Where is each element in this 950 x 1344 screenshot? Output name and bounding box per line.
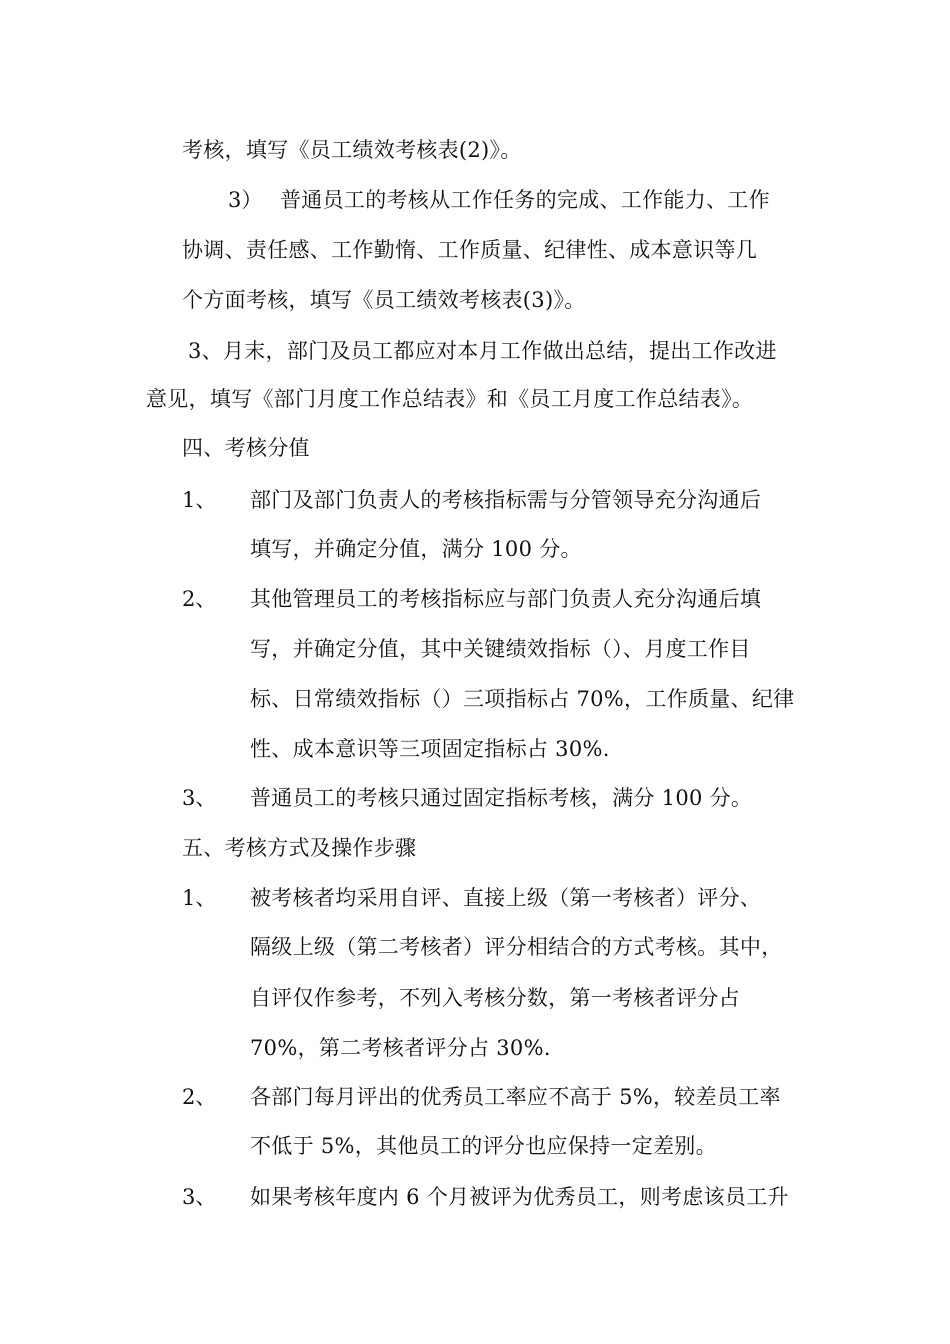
text-line: 如果考核年度内 6 个月被评为优秀员工，则考虑该员工升 xyxy=(250,1185,789,1209)
item-number: 3、 xyxy=(182,1185,217,1209)
text-line: 3、月末，部门及员工都应对本月工作做出总结，提出工作改进 xyxy=(188,339,777,363)
text-line: 写，并确定分值，其中关键绩效指标（）、月度工作目 xyxy=(250,637,751,661)
item-number: 3） xyxy=(228,188,263,212)
text-line: 70%，第二考核者评分占 30%. xyxy=(250,1036,551,1060)
text-line: 标、日常绩效指标（）三项指标占 70%，工作质量、纪律 xyxy=(250,687,795,711)
text-line: 考核，填写《员工绩效考核表(2)》。 xyxy=(182,138,522,162)
text-line: 隔级上级（第二考核者）评分相结合的方式考核。其中， xyxy=(250,935,783,959)
item-number: 3、 xyxy=(182,786,217,810)
text-line: 协调、责任感、工作勤惰、工作质量、纪律性、成本意识等几 xyxy=(182,238,758,262)
text-line: 意见，填写《部门月度工作总结表》和《员工月度工作总结表》。 xyxy=(146,387,754,411)
section-heading: 五、考核方式及操作步骤 xyxy=(182,836,417,860)
text-line: 性、成本意识等三项固定指标占 30%. xyxy=(250,737,610,761)
text-line: 被考核者均采用自评、直接上级（第一考核者）评分、 xyxy=(250,886,762,910)
text-line: 普通员工的考核只通过固定指标考核，满分 100 分。 xyxy=(250,786,753,810)
item-number: 2、 xyxy=(182,1085,217,1109)
text-line: 各部门每月评出的优秀员工率应不高于 5%，较差员工率 xyxy=(250,1085,781,1109)
text-line: 部门及部门负责人的考核指标需与分管领导充分沟通后 xyxy=(250,488,762,512)
text-line: 填写，并确定分值，满分 100 分。 xyxy=(250,537,582,561)
text-line: 个方面考核，填写《员工绩效考核表(3)》。 xyxy=(182,288,586,312)
text-line: 其他管理员工的考核指标应与部门负责人充分沟通后填 xyxy=(250,587,762,611)
item-number: 1、 xyxy=(182,886,217,910)
item-number: 2、 xyxy=(182,587,217,611)
text-line: 自评仅作参考，不列入考核分数，第一考核者评分占 xyxy=(250,986,740,1010)
section-heading: 四、考核分值 xyxy=(182,436,310,460)
item-number: 1、 xyxy=(182,488,217,512)
text-line: 不低于 5%，其他员工的评分也应保持一定差别。 xyxy=(250,1134,717,1158)
text-line: 普通员工的考核从工作任务的完成、工作能力、工作 xyxy=(280,188,770,212)
